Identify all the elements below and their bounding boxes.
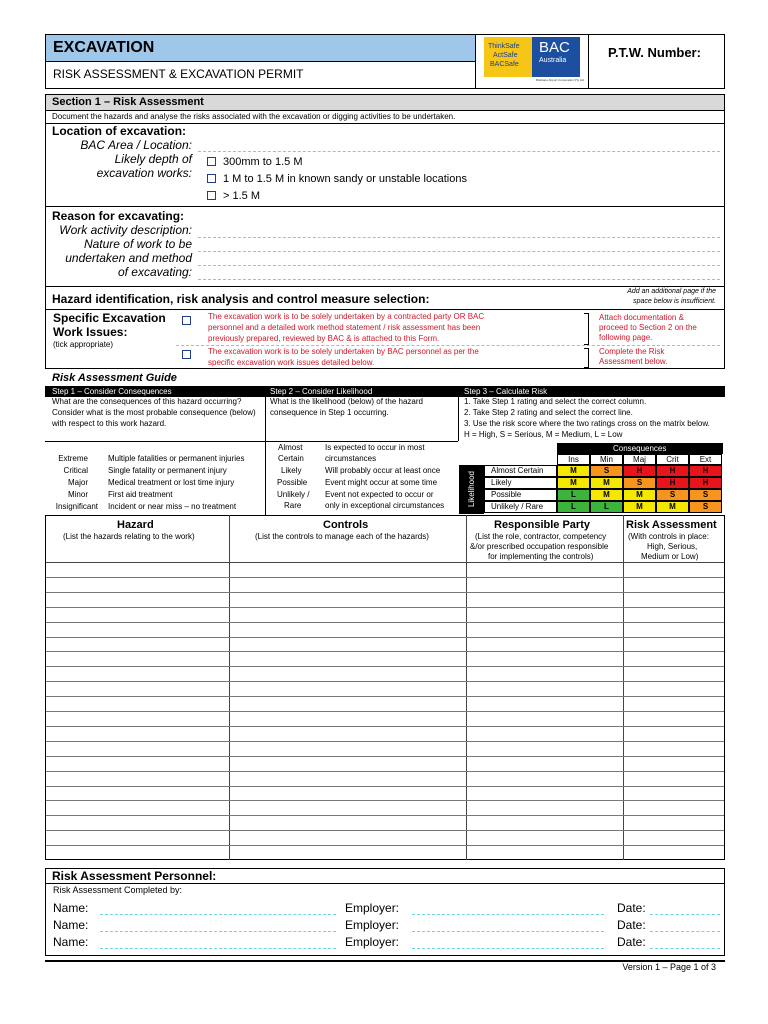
matrix-cell: S <box>623 477 656 489</box>
depth-option-2-checkbox[interactable] <box>207 174 216 183</box>
step3-text-2: 2. Take Step 2 rating and select the correct line. <box>464 408 633 417</box>
table-row[interactable] <box>46 651 724 652</box>
matrix-column-header: Maj <box>623 454 656 465</box>
section1-title: Section 1 – Risk Assessment <box>52 96 204 108</box>
logo-line-3: BACSafe <box>490 61 519 68</box>
step2-title: Step 2 – Consider Likelihood <box>270 387 373 396</box>
table-row[interactable] <box>46 711 724 712</box>
table-col-divider-1 <box>229 515 230 860</box>
table-col-divider-3 <box>623 515 624 860</box>
depth-label-1: Likely depth of <box>114 152 192 166</box>
nature-label-1: Nature of work to be <box>83 237 192 251</box>
nature-field-2[interactable] <box>198 265 720 266</box>
matrix-cell: S <box>590 465 623 477</box>
table-row[interactable] <box>46 756 724 757</box>
depth-option-1-label: 300mm to 1.5 M <box>223 156 303 168</box>
bac-logo <box>484 37 585 87</box>
logo-small-text: Brisbane Airport Corporation Pty Ltd <box>536 78 585 82</box>
step1-text-2: Consider what is the most probable consequence (below) <box>52 408 256 417</box>
consequence-rating-3: Major <box>67 478 88 487</box>
issue-1-line-3: previously prepared, reviewed by BAC & is attached to this Form. <box>208 334 440 343</box>
table-header-divider <box>46 562 724 563</box>
issue-1-action-2: proceed to Section 2 on the <box>599 323 697 332</box>
work-activity-label: Work activity description: <box>59 223 192 237</box>
step1-text-1: What are the consequences of this hazard occurring? <box>52 397 242 406</box>
consequence-desc-1: Multiple fatalities or permanent injuries <box>108 454 245 463</box>
guide-col-divider-1 <box>265 397 266 515</box>
section1-title-divider <box>46 110 724 111</box>
col-responsible-sub-1: (List the role, contractor, competency <box>475 532 607 541</box>
depth-label-2: excavation works: <box>96 166 192 180</box>
table-row[interactable] <box>46 622 724 623</box>
footer-version: Version 1 – Page 1 of 3 <box>622 962 716 972</box>
reason-heading: Reason for excavating: <box>52 209 185 223</box>
matrix-cell: M <box>557 477 590 489</box>
matrix-cell: L <box>557 489 590 501</box>
matrix-cell: M <box>656 501 689 513</box>
col-responsible-title: Responsible Party <box>494 519 590 531</box>
logo-line-2: ActSafe <box>493 52 518 59</box>
employer-label-1: Employer: <box>345 901 400 915</box>
likelihood-rating-1a: Almost <box>278 443 303 452</box>
employer-label-2: Employer: <box>345 918 400 932</box>
consequence-desc-3: Medical treatment or lost time injury <box>108 478 235 487</box>
matrix-row-label: Possible <box>484 489 557 501</box>
guide-title: Risk Assessment Guide <box>52 372 177 384</box>
depth-option-3-checkbox[interactable] <box>207 191 216 200</box>
personnel-heading: Risk Assessment Personnel: <box>52 869 217 883</box>
consequence-rating-5: Insignificant <box>55 502 98 511</box>
date-field-2[interactable] <box>650 931 720 932</box>
matrix-cell: H <box>623 465 656 477</box>
specific-heading-2: Work Issues: <box>53 325 128 339</box>
page-title: EXCAVATION <box>53 39 155 56</box>
issue-1-line-1: The excavation work is to be solely undertaken by a contracted party OR BAC <box>208 312 485 321</box>
logo-line-1: ThinkSafe <box>488 43 520 50</box>
matrix-column-header: Ext <box>689 454 722 465</box>
matrix-cell: H <box>689 465 722 477</box>
issue-1-bracket <box>584 313 589 345</box>
matrix-cell: H <box>656 477 689 489</box>
consequence-desc-4: First aid treatment <box>108 490 173 499</box>
table-row[interactable] <box>46 815 724 816</box>
matrix-cell: L <box>590 501 623 513</box>
page-subtitle: RISK ASSESSMENT & EXCAVATION PERMIT <box>53 67 304 81</box>
table-row[interactable] <box>46 786 724 787</box>
matrix-row-label: Likely <box>484 477 557 489</box>
likelihood-rating-1b: Certain <box>278 454 304 463</box>
col-risk-sub-3: Medium or Low) <box>641 552 699 561</box>
header-logo-divider <box>475 35 476 88</box>
matrix-cell: M <box>590 489 623 501</box>
table-row[interactable] <box>46 726 724 727</box>
area-label: BAC Area / Location: <box>80 138 192 152</box>
step1-text-3: with respect to this work hazard. <box>52 419 167 428</box>
matrix-cell: M <box>623 501 656 513</box>
date-label-1: Date: <box>617 901 646 915</box>
name-field-2[interactable] <box>100 931 336 932</box>
table-row[interactable] <box>46 845 724 846</box>
col-controls-sub: (List the controls to manage each of the hazards) <box>255 532 429 541</box>
nature-field-1[interactable] <box>198 251 720 252</box>
consequence-desc-5: Incident or near miss – no treatment <box>108 502 237 511</box>
likelihood-desc-4a: Event not expected to occur or <box>325 490 434 499</box>
table-row[interactable] <box>46 681 724 682</box>
matrix-column-header: Ins <box>557 454 590 465</box>
likelihood-rating-2: Likely <box>281 466 302 475</box>
table-row[interactable] <box>46 830 724 831</box>
step2-text-1: What is the likelihood (below) of the hazard <box>270 397 423 406</box>
table-row[interactable] <box>46 771 724 772</box>
likelihood-desc-2: Will probably occur at least once <box>325 466 441 475</box>
matrix-cell: M <box>557 465 590 477</box>
nature-label-2: undertaken and method <box>65 251 192 265</box>
consequence-rating-1: Extreme <box>58 454 88 463</box>
personnel-heading-divider <box>46 883 724 884</box>
likelihood-rating-4a: Unlikely / <box>277 490 310 499</box>
section1-instructions: Document the hazards and analyse the risks associated with the excavation or digging activities to be undertaken. <box>52 112 456 121</box>
issue-1-action-3: following page. <box>599 333 653 342</box>
matrix-cell: S <box>656 489 689 501</box>
matrix-cell: M <box>623 489 656 501</box>
name-field-1[interactable] <box>100 914 336 915</box>
matrix-consequences-label: Consequences <box>613 444 667 453</box>
nature-label-3: of excavating: <box>117 265 192 279</box>
issue-1-line-2: personnel and a detailed work method statement / risk assessment has been <box>208 323 481 332</box>
matrix-cell: H <box>689 477 722 489</box>
completed-by-label: Risk Assessment Completed by: <box>53 885 183 895</box>
ptw-number-label: P.T.W. Number: <box>608 45 701 60</box>
matrix-row-label: Almost Certain <box>484 465 557 477</box>
employer-field-1[interactable] <box>412 914 604 915</box>
table-col-divider-2 <box>466 515 467 860</box>
matrix-row-label: Unlikely / Rare <box>484 501 557 513</box>
matrix-likelihood-label: Likelihood <box>467 470 476 508</box>
add-page-note-1: Add an additional page if the <box>627 288 716 295</box>
likelihood-rating-4b: Rare <box>284 501 302 510</box>
depth-option-2-label: 1 M to 1.5 M in known sandy or unstable locations <box>223 173 467 185</box>
area-field[interactable] <box>198 151 720 152</box>
issue-2-action-2: Assessment below. <box>599 357 668 366</box>
col-risk-title: Risk Assessment <box>626 519 717 531</box>
hazard-heading: Hazard identification, risk analysis and control measure selection: <box>52 292 430 306</box>
consequence-rating-4: Minor <box>67 490 88 499</box>
col-responsible-sub-2: &/or prescribed occupation responsible <box>470 542 609 551</box>
table-row[interactable] <box>46 666 724 667</box>
location-heading: Location of excavation: <box>52 124 187 138</box>
name-label-2: Name: <box>53 918 89 932</box>
nature-field-3[interactable] <box>198 279 720 280</box>
matrix-cell: S <box>689 501 722 513</box>
date-label-2: Date: <box>617 918 646 932</box>
tick-note: (tick appropriate) <box>53 340 114 349</box>
step3-text-4: H = High, S = Serious, M = Medium, L = Low <box>464 430 623 439</box>
matrix-cell: H <box>656 465 689 477</box>
employer-field-3[interactable] <box>412 948 604 949</box>
matrix-column-header: Min <box>590 454 623 465</box>
consequence-rating-2: Critical <box>63 466 88 475</box>
guide-text-divider <box>45 441 458 442</box>
table-row[interactable] <box>46 607 724 608</box>
header-divider <box>46 61 475 62</box>
step3-title: Step 3 – Calculate Risk <box>464 387 548 396</box>
name-field-3[interactable] <box>100 948 336 949</box>
reason-divider <box>46 286 724 287</box>
depth-option-3-label: > 1.5 M <box>223 190 260 202</box>
col-responsible-sub-3: for implementing the controls) <box>488 552 594 561</box>
name-label-3: Name: <box>53 935 89 949</box>
table-row[interactable] <box>46 741 724 742</box>
likelihood-desc-4b: only in exceptional circumstances <box>325 501 445 510</box>
issue-2-line-2: specific excavation work issues detailed below. <box>208 358 375 367</box>
col-risk-sub-1: (With controls in place: <box>628 532 709 541</box>
table-row[interactable] <box>46 577 724 578</box>
table-row[interactable] <box>46 800 724 801</box>
logo-brand: BAC <box>539 39 570 56</box>
hazard-divider <box>46 309 724 310</box>
table-row[interactable] <box>46 592 724 593</box>
step3-text-3: 3. Use the risk score where the two ratings cross on the matrix below. <box>464 419 710 428</box>
col-risk-sub-2: High, Serious, <box>647 542 698 551</box>
likelihood-rating-3: Possible <box>277 478 308 487</box>
header-ptw-divider <box>588 35 589 88</box>
logo-brand-sub: Australia <box>539 57 567 64</box>
add-page-note-2: space below is insufficient. <box>633 298 716 305</box>
step1-title: Step 1 – Consider Consequences <box>52 387 172 396</box>
depth-option-1-checkbox[interactable] <box>207 157 216 166</box>
employer-label-3: Employer: <box>345 935 400 949</box>
col-hazard-title: Hazard <box>117 519 154 531</box>
date-field-1[interactable] <box>650 914 720 915</box>
matrix-column-header: Crit <box>656 454 689 465</box>
matrix-cell: M <box>590 477 623 489</box>
date-field-3[interactable] <box>650 948 720 949</box>
guide-col-divider-2 <box>458 397 459 441</box>
issue-divider <box>176 345 720 346</box>
step2-text-2: consequence in Step 1 occurring. <box>270 408 389 417</box>
col-controls-title: Controls <box>323 519 369 531</box>
step3-text-1: 1. Take Step 1 rating and select the correct column. <box>464 397 647 406</box>
specific-heading-1: Specific Excavation <box>53 311 166 325</box>
likelihood-desc-1b: circumstances <box>325 454 377 463</box>
issue-1-checkbox[interactable] <box>182 316 191 325</box>
likelihood-desc-1a: Is expected to occur in most <box>325 443 425 452</box>
issue-2-line-1: The excavation work is to be solely undertaken by BAC personnel as per the <box>208 347 479 356</box>
table-row[interactable] <box>46 696 724 697</box>
issue-2-bracket <box>584 348 589 368</box>
work-activity-field[interactable] <box>198 237 720 238</box>
name-label-1: Name: <box>53 901 89 915</box>
location-divider <box>46 206 724 207</box>
likelihood-desc-3: Event might occur at some time <box>325 478 438 487</box>
employer-field-2[interactable] <box>412 931 604 932</box>
issue-2-checkbox[interactable] <box>182 350 191 359</box>
date-label-3: Date: <box>617 935 646 949</box>
matrix-cell: L <box>557 501 590 513</box>
issue-2-action-1: Complete the Risk <box>599 347 665 356</box>
consequence-desc-2: Single fatality or permanent injury <box>108 466 227 475</box>
matrix-cell: S <box>689 489 722 501</box>
table-row[interactable] <box>46 637 724 638</box>
issue-1-action-1: Attach documentation & <box>599 313 684 322</box>
col-hazard-sub: (List the hazards relating to the work) <box>63 532 195 541</box>
